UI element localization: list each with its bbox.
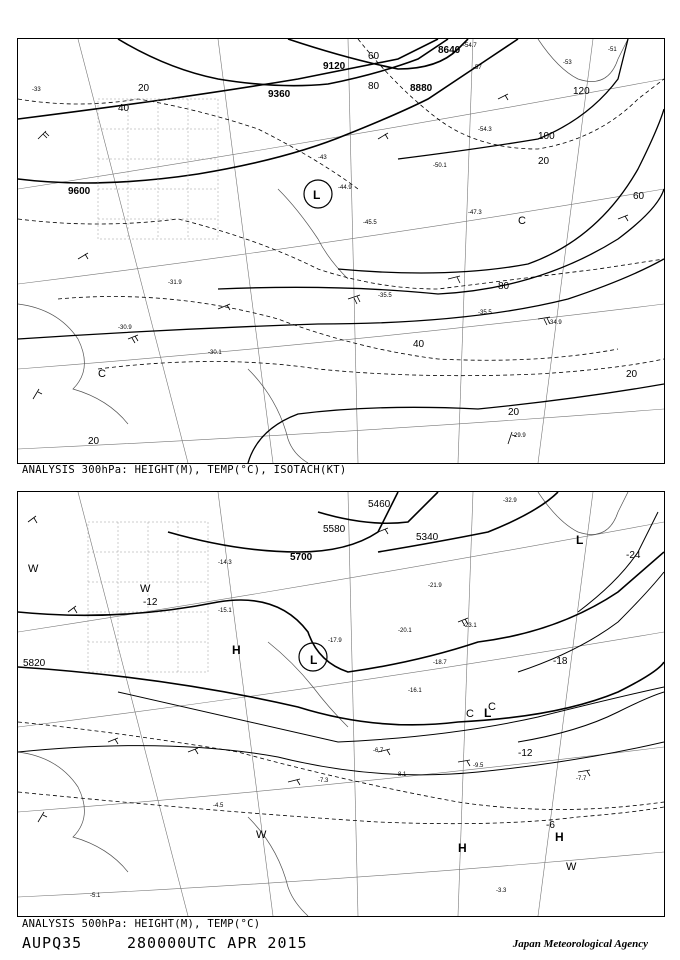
low-pressure-symbol: L	[576, 533, 584, 547]
longitude-line	[348, 492, 358, 916]
temp-label: -32.9	[503, 498, 517, 504]
bulletin-code: AUPQ35	[22, 934, 83, 952]
panel-caption-500hpa: ANALYSIS 500hPa: HEIGHT(M), TEMP(°C)	[22, 918, 261, 930]
temp-label: -16.1	[408, 688, 422, 694]
isotach-label: 20	[138, 83, 150, 94]
lat-lon-grid	[18, 39, 664, 463]
wind-barb	[458, 760, 470, 766]
coastline	[18, 304, 128, 424]
temp-contour-dashed	[18, 722, 664, 810]
isotach-contour	[18, 259, 664, 339]
wind-barb	[38, 131, 49, 139]
temp-label: -15.1	[218, 608, 232, 614]
warm-center-symbol: W	[256, 829, 267, 841]
isotach-label: 20	[88, 436, 100, 447]
temp-label: -7.7	[576, 776, 587, 782]
wind-barb	[78, 253, 88, 259]
temp-line-label: -12	[518, 748, 533, 759]
isotach-contour	[218, 189, 664, 294]
height-label: 8640	[438, 45, 461, 56]
height-label: 5580	[323, 524, 346, 535]
temp-label: -3.3	[496, 888, 507, 894]
temp-label: -4.5	[213, 803, 224, 809]
height-label: 8880	[410, 83, 433, 94]
latitude-line	[18, 79, 664, 189]
temp-line-label: -24	[626, 550, 641, 561]
latitude-line	[18, 632, 664, 727]
pressure-center-symbol: C	[98, 368, 106, 380]
cold-center-symbol: C	[466, 708, 474, 720]
wind-barb	[33, 389, 42, 399]
temp-label: -5.1	[90, 893, 101, 899]
isotach-label: 80	[498, 281, 510, 292]
wind-barb	[288, 779, 300, 785]
temp-label: -6.7	[373, 748, 384, 754]
height-label: 5700	[290, 552, 313, 563]
wind-barb	[68, 606, 77, 613]
temp-label: -47.3	[468, 210, 482, 216]
lat-lon-grid	[18, 492, 664, 916]
height-contours	[18, 39, 518, 183]
low-pressure-symbol: L	[313, 188, 321, 202]
high-pressure-symbol: H	[232, 643, 241, 657]
temp-label: -17.9	[328, 638, 342, 644]
temp-label: -30.9	[118, 325, 132, 331]
temp-label: -21.9	[428, 583, 442, 589]
temp-label: -9.5	[473, 763, 484, 769]
coastline	[278, 189, 348, 279]
agency-name: Japan Meteorological Agency	[512, 938, 648, 950]
temp-contour-dashed	[18, 792, 664, 824]
coastline	[18, 752, 128, 872]
warm-center-symbol: W	[140, 583, 151, 595]
wind-barb	[108, 738, 118, 744]
temp-label: -50.1	[433, 163, 447, 169]
temp-label: -54.7	[463, 43, 477, 49]
height-label: 9120	[323, 61, 346, 72]
map-500hpa	[18, 492, 664, 916]
temp-contour	[518, 572, 664, 672]
height-label: 5460	[368, 499, 391, 510]
temp-label: -14.3	[218, 560, 232, 566]
wind-barb	[28, 516, 37, 523]
isotach-label: 100	[538, 131, 555, 142]
isotach-label: 40	[413, 339, 425, 350]
temp-label: -54.3	[478, 127, 492, 133]
panel-caption-300hpa: ANALYSIS 300hPa: HEIGHT(M), TEMP(°C), ISOTACH(KT)	[22, 464, 347, 476]
temp-label: -34.9	[548, 320, 562, 326]
isotach-label: 120	[573, 86, 590, 97]
height-label: 5340	[416, 532, 439, 543]
temp-label: -33	[32, 87, 41, 93]
longitude-line	[78, 39, 188, 463]
low-pressure-symbol: L	[484, 706, 492, 720]
temp-label: -29.9	[512, 433, 526, 439]
isotach-label: 40	[118, 103, 130, 114]
isotach-contour	[248, 384, 664, 463]
pressure-center-symbol: C	[518, 215, 526, 227]
coastline	[268, 642, 348, 727]
latitude-line	[18, 304, 664, 369]
wind-barbs	[33, 94, 628, 444]
temp-label: -30.1	[208, 350, 222, 356]
isotach-label: 60	[633, 191, 645, 202]
isotach-label: 80	[368, 81, 380, 92]
temp-label: -43	[318, 155, 327, 161]
latitude-line	[18, 409, 664, 449]
wind-barb	[378, 133, 388, 139]
longitude-line	[218, 492, 273, 916]
temp-label: -35.5	[378, 293, 392, 299]
longitude-line	[348, 39, 358, 463]
wind-barb	[218, 304, 230, 310]
missing-data-hatch	[98, 99, 218, 239]
temp-label: -45.5	[363, 220, 377, 226]
wind-barb	[448, 276, 460, 283]
height-label: 9600	[68, 186, 91, 197]
wind-barb	[38, 812, 47, 822]
wind-barb	[188, 748, 198, 754]
temp-label: -35.5	[478, 310, 492, 316]
height-contour	[118, 39, 448, 86]
temp-label: -8.1	[396, 772, 407, 778]
latitude-line	[18, 522, 664, 632]
wind-barb	[618, 215, 628, 221]
temp-label: -53	[563, 60, 572, 66]
wind-barb	[128, 335, 138, 343]
coastlines	[18, 492, 628, 916]
isotach-contour	[398, 39, 628, 159]
map-500hpa-panel	[17, 491, 665, 917]
isotach-label: 20	[538, 156, 550, 167]
coastline	[248, 369, 308, 463]
isotach-contours	[18, 39, 664, 463]
temperature-dashed	[18, 722, 664, 824]
temperature-contours	[18, 39, 664, 376]
longitude-line	[458, 39, 473, 463]
temp-label: -31.9	[168, 280, 182, 286]
temp-line-label: -6	[546, 820, 555, 831]
high-pressure-symbol: H	[555, 830, 564, 844]
temp-label: -23.1	[463, 623, 477, 629]
analysis-time: 280000UTC APR 2015	[127, 934, 308, 952]
temp-contour	[18, 219, 664, 289]
temp-contour	[118, 687, 664, 742]
contour-labels	[32, 43, 645, 447]
temp-label: -20.1	[398, 628, 412, 634]
isotach-label: 20	[508, 407, 520, 418]
map-300hpa	[18, 39, 664, 463]
height-contour	[18, 552, 664, 672]
temp-contour	[98, 359, 664, 376]
temp-line-label: -18	[553, 656, 568, 667]
temp-label: -7.3	[318, 778, 329, 784]
warm-center-symbol: W	[566, 861, 577, 873]
temp-label: -44.9	[338, 185, 352, 191]
wind-barb	[498, 94, 508, 100]
temp-contour	[578, 512, 658, 612]
temp-label: -51	[608, 47, 617, 53]
isotach-label: 20	[626, 369, 638, 380]
hatch-lines	[98, 99, 218, 239]
height-label: 5820	[23, 658, 46, 669]
height-label: 9360	[268, 89, 291, 100]
temp-label: -18.7	[433, 660, 447, 666]
temp-label: -57	[473, 65, 482, 71]
isotach-label: 60	[368, 51, 380, 62]
cold-center-symbol: C	[488, 701, 496, 713]
latitude-line	[18, 747, 664, 812]
high-pressure-symbol: H	[458, 841, 467, 855]
warm-center-symbol: W	[28, 563, 39, 575]
temp-line-label: -12	[143, 597, 158, 608]
map-300hpa-panel	[17, 38, 665, 464]
low-pressure-symbol: L	[310, 653, 318, 667]
coastline	[538, 39, 628, 82]
